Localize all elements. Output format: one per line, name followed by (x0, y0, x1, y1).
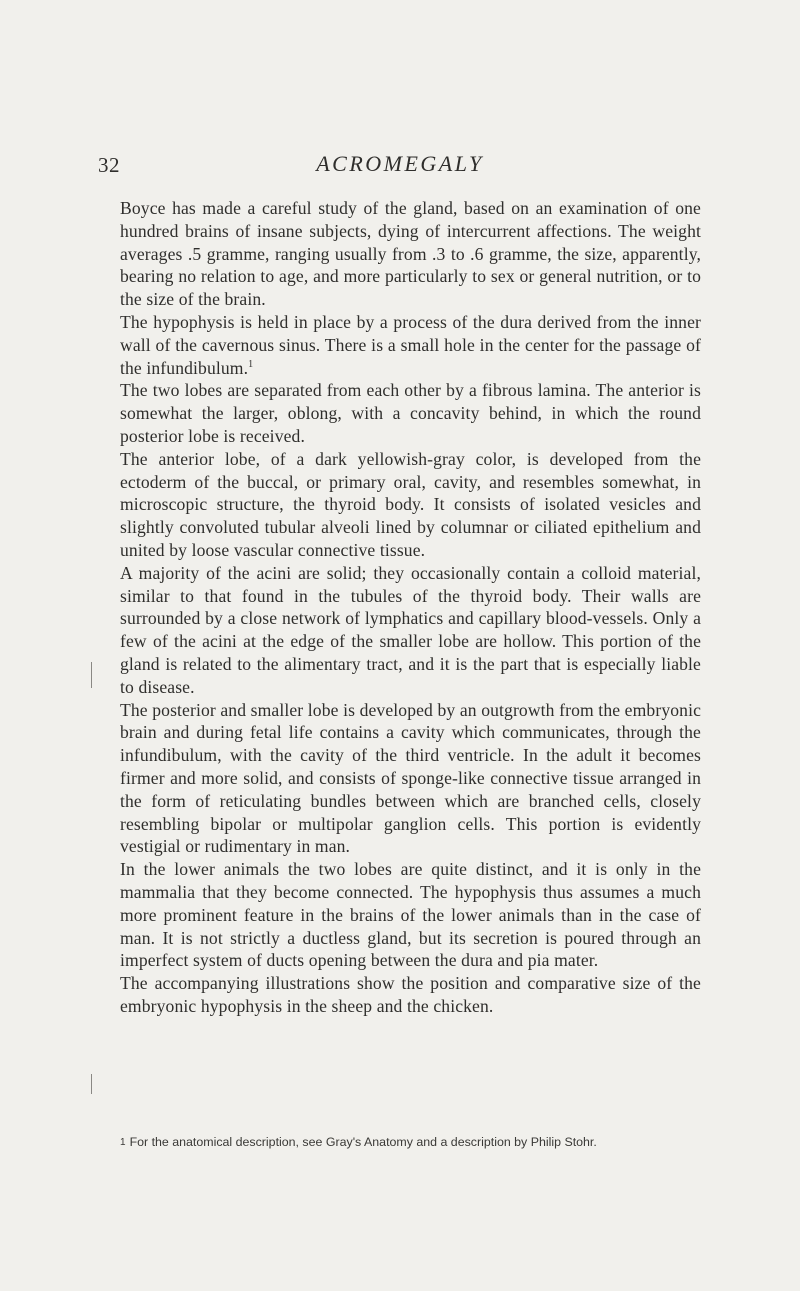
paragraph: The posterior and smaller lobe is developed by an outgrowth from the embryonic brain and during fetal life contains a cavity which communicates, through the infundibulum, with the cavity of the third ventricle. In the adult it becomes firmer and more solid, and consists of sponge-like connective tissue arranged in the form of reticulating bundles between which are branched cells, closely resembling bipolar or multipolar ganglion cells. This portion is evidently vestigial or rudimentary in man. (120, 699, 702, 857)
paragraph (120, 311, 701, 379)
paragraph-text: The hypophysis is held in place by a process of the dura derived from the inner wall of the cavernous sinus. There is a small hole in the center for the passage of the infundibulum. (120, 311, 701, 378)
footnote (120, 1134, 720, 1151)
paragraph: The two lobes are separated from each other by a fibrous lamina. The anterior is somewhat the larger, oblong, with a concavity behind, in which the round posterior lobe is received. (120, 380, 701, 446)
footnote-reference: 1 (248, 358, 254, 370)
page-header (98, 153, 702, 183)
body-text (120, 197, 701, 1018)
margin-mark (91, 662, 92, 688)
page-number: 32 (98, 153, 120, 177)
paragraph: The accompanying illustrations show the position and comparative size of the embryonic hypophysis in the sheep and the chicken. (120, 973, 701, 1016)
paragraph: In the lower animals the two lobes are quite distinct, and it is only in the mammalia that they become connected. The hypophysis thus assumes a much more prominent feature in the brains of the lower animals than in the case of man. It is not strictly a ductless gland, but its secretion is poured through an imperfect system of ducts opening between the dura and pia mater. (120, 859, 701, 971)
margin-mark (91, 1074, 92, 1094)
footnote-marker: 1 (120, 1137, 126, 1148)
paragraph: A majority of the acini are solid; they occasionally contain a colloid material, similar to that found in the tubules of the thyroid body. Their walls are surrounded by a close network of lymphatics and capillary blood-vessels. Only a few of the acini at the edge of the smaller lobe are hollow. This portion of the gland is related to the alimentary tract, and it is the part that is especially liable to disease. (120, 562, 701, 697)
paragraph: The anterior lobe, of a dark yellowish-gray color, is developed from the ectoderm of the buccal, or primary oral, cavity, and resembles somewhat, in microscopic structure, the thyroid body. It consists of isolated vesicles and slightly convoluted tubular alveoli lined by columnar or ciliated epithelium and united by loose vascular connective tissue. (120, 448, 701, 560)
paragraph: Boyce has made a careful study of the gland, based on an examination of one hundred brains of insane subjects, dying of intercurrent affections. The weight averages .5 gramme, ranging usually from .3 to .6 gramme, the size, apparently, bearing no relation to age, and more particularly to sex or general nutrition, or to the size of the brain. (120, 198, 701, 310)
running-title: ACROMEGALY (316, 151, 484, 176)
footnote-text: For the anatomical description, see Gray's Anatomy and a description by Philip Stohr. (129, 1135, 597, 1149)
